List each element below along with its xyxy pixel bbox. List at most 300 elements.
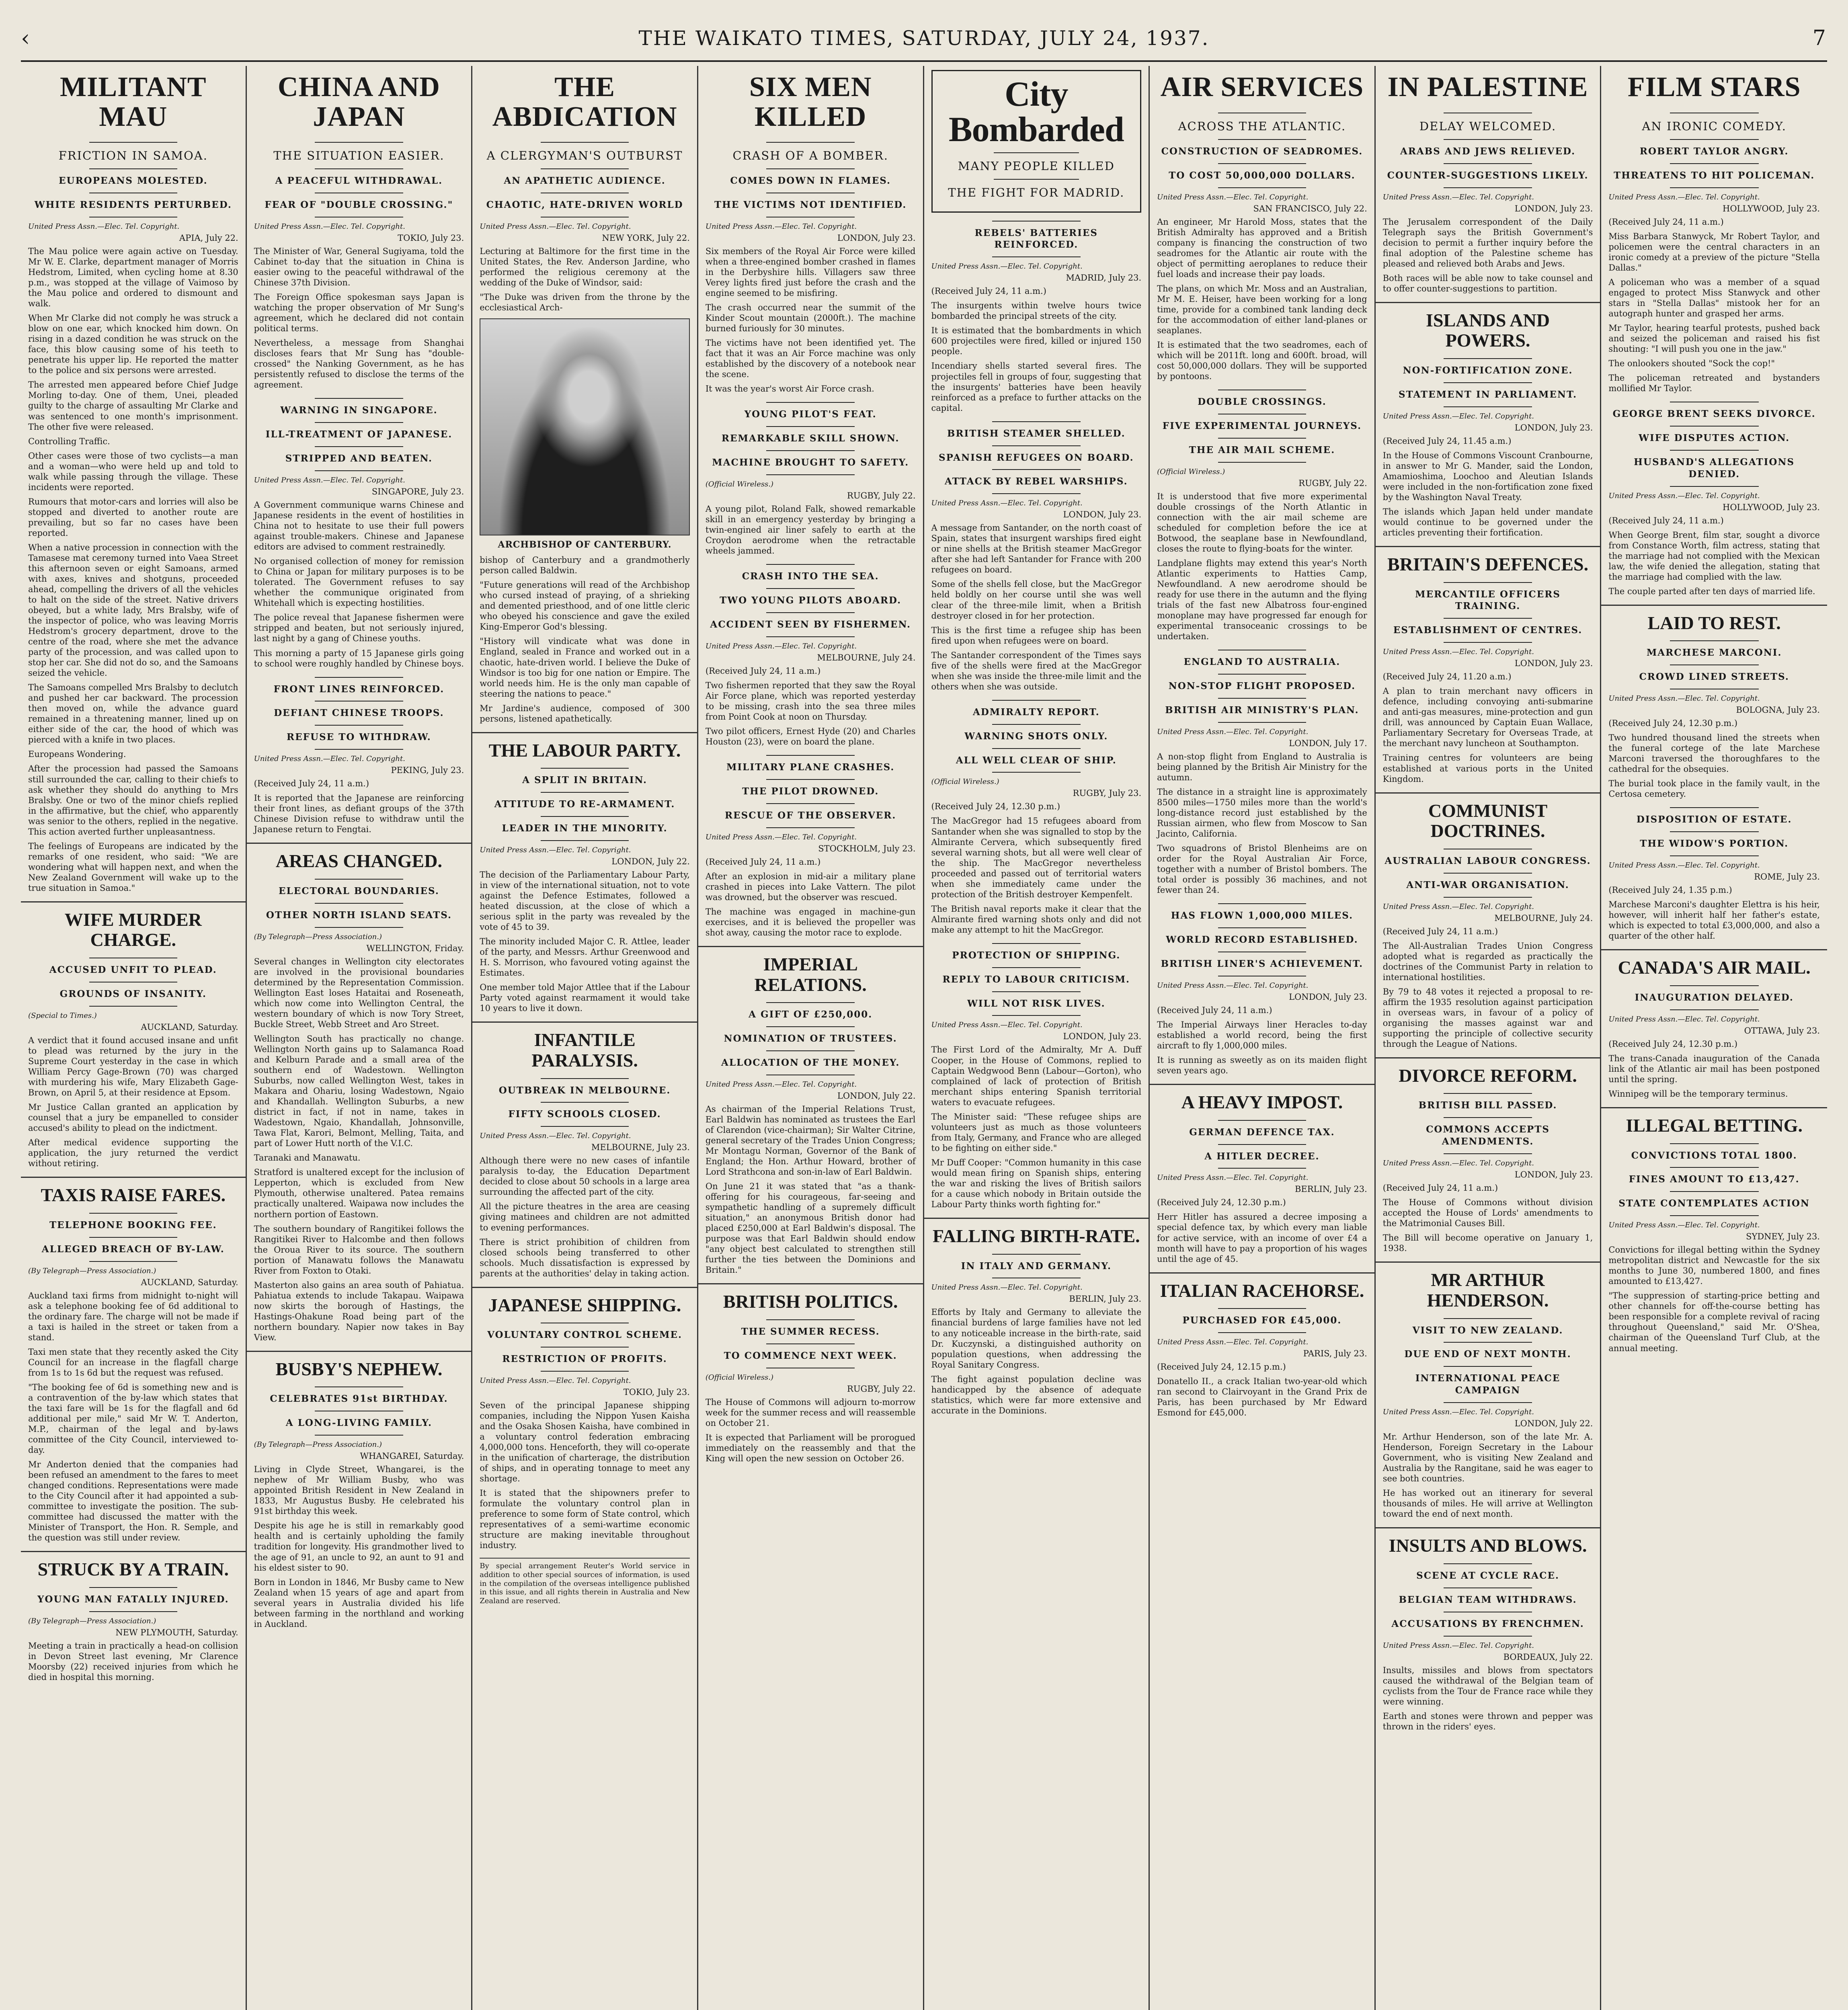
article-headline: INSULTS AND BLOWS. bbox=[1389, 1535, 1587, 1556]
article bbox=[1157, 1084, 1367, 1264]
separator-rule bbox=[766, 588, 855, 589]
separator-rule bbox=[315, 749, 403, 750]
separator-rule bbox=[992, 772, 1081, 773]
article bbox=[706, 755, 916, 938]
article-paragraph: Two pilot officers, Ernest Hyde (20) and Charles Houston (23), were on board the plane. bbox=[705, 726, 916, 747]
article-paragraph: Winnipeg will be the temporary terminus. bbox=[1608, 1089, 1788, 1099]
article-subheading: ARABS AND JEWS RELIEVED. bbox=[1400, 146, 1576, 157]
separator-rule bbox=[766, 1319, 855, 1320]
article-paragraph: (Received July 24, 11 a.m.) bbox=[1608, 515, 1724, 525]
article-paragraph: "The suppression of starting-price betting and other channels for off-the-course betting has been responsible for a complete revival of racing throughout Queensland," said Mr. O'Shea, chairman of the Queensland Turf Club, at the annual meeting. bbox=[1608, 1291, 1820, 1353]
article-subheading: TO COMMENCE NEXT WEEK. bbox=[724, 1350, 897, 1361]
separator-rule bbox=[1444, 187, 1532, 188]
article-paragraph: Mr Anderton denied that the companies had been refused an amendment to the fares to meet changed conditions. Representations were made to the City Council after it had appointed a sub-committee to investigate the position. The sub-committee had discussed the matter with the Minister of Transport, the Hon. R. Semple, and the question was still under review. bbox=[28, 1460, 238, 1543]
article-paragraph: Controlling Traffic. bbox=[28, 436, 110, 446]
separator-rule bbox=[992, 469, 1081, 470]
separator-rule bbox=[1218, 927, 1307, 928]
column-1 bbox=[21, 66, 247, 2010]
article-paragraph: Meeting a train in practically a head-on collision in Devon Street last evening, Mr Clarence Moorsby (22) received injuries from which he died in hospital this morning. bbox=[28, 1641, 238, 1682]
separator-rule bbox=[1218, 698, 1307, 699]
article-rule bbox=[21, 1551, 246, 1552]
article-deck: THE FIGHT FOR MADRID. bbox=[948, 186, 1125, 200]
article-rule bbox=[1601, 1107, 1827, 1108]
separator-rule bbox=[766, 474, 855, 475]
article bbox=[480, 72, 690, 724]
article-subheading: ESTABLISHMENT OF CENTRES. bbox=[1393, 625, 1583, 636]
article-byline: United Press Assn.—Elec. Tel. Copyright. bbox=[1157, 727, 1309, 736]
article bbox=[254, 398, 464, 669]
separator-rule bbox=[992, 991, 1081, 992]
article-byline: United Press Assn.—Elec. Tel. Copyright. bbox=[28, 222, 180, 231]
article-headline: ITALIAN RACEHORSE. bbox=[1160, 1280, 1364, 1301]
separator-rule bbox=[992, 1015, 1081, 1016]
article bbox=[1383, 302, 1593, 538]
article-subheading: OTHER NORTH ISLAND SEATS. bbox=[266, 909, 452, 921]
article-headline: City Bombarded bbox=[948, 75, 1124, 149]
article-paragraph: The Santander correspondent of the Times says five of the shells were fired at the MacGregor when she was inside the three-mile limit and the others when she was outside. bbox=[931, 650, 1142, 691]
article-subheading: ACCIDENT SEEN BY FISHERMEN. bbox=[710, 619, 911, 630]
article-byline: (By Telegraph—Press Association.) bbox=[254, 932, 382, 941]
separator-rule bbox=[315, 142, 403, 143]
article-paragraph: The islands which Japan held under mandate would continue to be governed under the articles preventing their fortification. bbox=[1382, 507, 1593, 537]
article-byline: (Official Wireless.) bbox=[705, 480, 774, 489]
article-byline: United Press Assn.—Elec. Tel. Copyright. bbox=[1608, 1015, 1760, 1023]
separator-rule bbox=[1670, 640, 1759, 641]
article-subheading: BRITISH BILL PASSED. bbox=[1418, 1100, 1557, 1111]
separator-rule bbox=[541, 840, 629, 841]
article-paragraph: After medical evidence supporting the application, the jury returned the verdict without retiring. bbox=[28, 1138, 238, 1169]
separator-rule bbox=[541, 816, 629, 817]
boxed-headline bbox=[931, 70, 1142, 213]
separator-rule bbox=[766, 612, 855, 613]
article-dateline: RUGBY, July 23. bbox=[1073, 788, 1142, 798]
article-paragraph: Mr Taylor, hearing tearful protests, pushed back and seized the policeman and raised his fist shouting: "I will push you one in the jaw." bbox=[1608, 323, 1820, 354]
article-dateline: MELBOURNE, July 24. bbox=[817, 652, 916, 662]
article-subheading: WARNING IN SINGAPORE. bbox=[280, 405, 438, 416]
article-subheading: A SPLIT IN BRITAIN. bbox=[522, 775, 648, 786]
separator-rule bbox=[315, 446, 403, 447]
article-headline: MILITANT MAU bbox=[60, 72, 207, 132]
article-rule bbox=[924, 1218, 1149, 1219]
article-byline: United Press Assn.—Elec. Tel. Copyright. bbox=[1608, 861, 1760, 870]
article-byline: United Press Assn.—Elec. Tel. Copyright. bbox=[705, 642, 857, 650]
article-paragraph: Mr Jardine's audience, composed of 300 persons, listened apathetically. bbox=[480, 703, 690, 724]
article-subheading: ALLEGED BREACH OF BY-LAW. bbox=[41, 1243, 225, 1255]
article-byline: United Press Assn.—Elec. Tel. Copyright. bbox=[254, 222, 405, 231]
article-headline: BUSBY'S NEPHEW. bbox=[275, 1358, 443, 1379]
article-paragraph: All the picture theatres in the area are ceasing giving matinees and children are not admitted to evening performances. bbox=[480, 1202, 690, 1233]
article-headline: BRITISH POLITICS. bbox=[723, 1291, 898, 1312]
article-paragraph: Training centres for volunteers are being established at various ports in the United Kingdom. bbox=[1382, 753, 1593, 784]
article-paragraph: (Received July 24, 11 a.m.) bbox=[705, 857, 821, 867]
article-subheading: VISIT TO NEW ZEALAND. bbox=[1412, 1325, 1563, 1336]
article-paragraph: It was the year's worst Air Force crash. bbox=[705, 384, 874, 394]
article bbox=[1608, 949, 1820, 1099]
article-subheading: DISPOSITION OF ESTATE. bbox=[1636, 814, 1792, 825]
separator-rule bbox=[1670, 450, 1759, 451]
article-rule bbox=[1150, 1272, 1374, 1274]
separator-rule bbox=[1218, 903, 1307, 904]
column-6 bbox=[1150, 66, 1376, 2010]
article-subheading: ACCUSED UNFIT TO PLEAD. bbox=[49, 964, 217, 976]
article-headline: WIFE MURDER CHARGE. bbox=[64, 909, 202, 950]
article-subheading: BRITISH LINER'S ACHIEVEMENT. bbox=[1161, 958, 1364, 969]
article-deck: ACROSS THE ATLANTIC. bbox=[1178, 119, 1346, 133]
separator-rule bbox=[1444, 897, 1532, 898]
separator-rule bbox=[1444, 406, 1532, 407]
article-byline: United Press Assn.—Elec. Tel. Copyright. bbox=[1608, 694, 1760, 703]
article-paragraph: It is stated that the shipowners prefer to formulate the voluntary control plan in preference to some form of State control, which representatives of a semi-wartime economic structure are making inevitable throughout industry. bbox=[480, 1488, 690, 1551]
article-paragraph: (Received July 24, 12.30 p.m.) bbox=[1608, 1039, 1738, 1049]
separator-rule bbox=[1444, 1093, 1532, 1094]
article-dateline: LONDON, July 23. bbox=[837, 233, 916, 243]
separator-rule bbox=[1444, 1366, 1532, 1367]
article-rule bbox=[1376, 1527, 1600, 1528]
article-subheading: COMMONS ACCEPTS AMENDMENTS. bbox=[1426, 1124, 1550, 1147]
article bbox=[706, 1283, 916, 1464]
article-paragraph: A verdict that it found accused insane and unfit to plead was returned by the jury in the Supreme Court yesterday in the case in which William Percy Gage-Brown (70) was charged with murdering his wife, Mary Elizabeth Gage-Brown, on April 5, at their residence at Epsom. bbox=[28, 1035, 238, 1097]
separator-rule bbox=[1218, 1120, 1307, 1121]
article-subheading: TO COST 50,000,000 DOLLARS. bbox=[1169, 170, 1356, 181]
article-subheading: MERCANTILE OFFICERS TRAINING. bbox=[1415, 589, 1561, 612]
separator-rule bbox=[1444, 163, 1532, 164]
article-subheading: WARNING SHOTS ONLY. bbox=[964, 730, 1108, 742]
article bbox=[931, 700, 1142, 935]
article-paragraph: Wellington South has practically no change. Wellington North gains up to Salamanca Road and Kelburn Parade and a small area of the southern end of Wadestown. Wellington Suburbs, now called Wellington West, takes in Makara and Ohariu, losing Wadestown, Ngaio and Khandallah. Wellington Suburbs, a new district in fact, if not in name, takes in Wadestown, Ngaio, Khandallah, Johnsonville, Tawa Flat, Karori, Belmont, Melling, Taita, and part of Lower Hutt north of the V.I.C. bbox=[254, 1034, 464, 1149]
article-paragraph: Efforts by Italy and Germany to alleviate the financial burdens of large families have not led to any noticeable increase in the birth-rate, said Dr. Kuczynski, a distinguished authority on population questions, when addressing the Royal Sanitary Congress. bbox=[931, 1307, 1142, 1370]
article-headline: SIX MEN KILLED bbox=[749, 72, 872, 132]
corner-mark: ‹ bbox=[21, 25, 31, 51]
article bbox=[1383, 1261, 1593, 1519]
article bbox=[28, 72, 238, 893]
separator-rule bbox=[89, 142, 178, 143]
article-subheading: WILL NOT RISK LIVES. bbox=[967, 998, 1106, 1009]
article-byline: (By Telegraph—Press Association.) bbox=[28, 1266, 156, 1275]
article bbox=[1608, 402, 1820, 597]
article-byline: United Press Assn.—Elec. Tel. Copyright. bbox=[1157, 1338, 1309, 1347]
article-byline: United Press Assn.—Elec. Tel. Copyright. bbox=[931, 499, 1083, 508]
article-paragraph: The House of Commons without division accepted the House of Lords' amendments to the Matrimonial Causes Bill. bbox=[1382, 1198, 1593, 1229]
article-deck: AN IRONIC COMEDY. bbox=[1642, 119, 1786, 133]
separator-rule bbox=[315, 879, 403, 880]
article-paragraph: "The booking fee of 6d is something new and is a contravention of the by-law which states that the taxi fare will be 1s for the flagfall and 6d additional per mile," said Mr W. T. Anderton, M.P., chairman of the legal and by-laws committee of the City Council, interviewed to-day. bbox=[28, 1382, 238, 1455]
article-headline: THE ABDICATION bbox=[492, 72, 677, 132]
article-paragraph: The decision of the Parliamentary Labour Party, in view of the international situation, not to vote against the Defence Estimates, followed a heated discussion, at the close of which a serious split in the party was revealed by the vote of 45 to 39. bbox=[480, 870, 690, 932]
article-headline: FILM STARS bbox=[1627, 72, 1801, 103]
article-paragraph: Mr Duff Cooper: "Common humanity in this case would mean firing on Spanish ships, entering the war and risking the lives of British sailors for a cause which nobody in Britain outside the Labour Party thinks worth fighting for." bbox=[931, 1157, 1142, 1209]
article-headline: FALLING BIRTH-RATE. bbox=[933, 1225, 1140, 1246]
article bbox=[1157, 390, 1367, 642]
article-subheading: WIFE DISPUTES ACTION. bbox=[1639, 432, 1790, 443]
article-paragraph: When George Brent, film star, sought a divorce from Constance Worth, film actress, stating that the marriage had not complied with the Mexican law, the wife denied the allegation, stating that the marriage had complied with the law. bbox=[1608, 530, 1820, 582]
article-subheading: FRONT LINES REINFORCED. bbox=[273, 683, 445, 695]
article-dateline: PEKING, July 23. bbox=[391, 765, 464, 775]
column-5 bbox=[924, 66, 1150, 2010]
article-headline: ILLEGAL BETTING. bbox=[1626, 1115, 1803, 1136]
article bbox=[1383, 546, 1593, 784]
article-paragraph: (Received July 24, 11 a.m.) bbox=[254, 779, 369, 789]
article-byline: United Press Assn.—Elec. Tel. Copyright. bbox=[254, 476, 405, 485]
article-dateline: WHANGAREI, Saturday. bbox=[360, 1451, 464, 1461]
article-subheading: MARCHESE MARCONI. bbox=[1646, 647, 1782, 658]
article-subheading: HUSBAND'S ALLEGATIONS DENIED. bbox=[1634, 456, 1795, 480]
article-subheading: PURCHASED FOR £45,000. bbox=[1182, 1315, 1342, 1326]
article-subheading: ROBERT TAYLOR ANGRY. bbox=[1639, 146, 1789, 157]
article-headline: AIR SERVICES bbox=[1160, 72, 1364, 103]
article-dateline: HOLLYWOOD, July 23. bbox=[1723, 502, 1820, 512]
separator-rule bbox=[1218, 1144, 1307, 1145]
article-headline: TAXIS RAISE FARES. bbox=[41, 1185, 226, 1206]
separator-rule bbox=[541, 1126, 629, 1127]
article-subheading: ALLOCATION OF THE MONEY. bbox=[721, 1057, 900, 1069]
article-dateline: HOLLYWOOD, July 23. bbox=[1723, 203, 1820, 213]
article-rule bbox=[472, 1021, 697, 1023]
article-headline: CANADA'S AIR MAIL. bbox=[1618, 957, 1811, 978]
article-rule bbox=[1376, 1057, 1600, 1058]
article-byline: United Press Assn.—Elec. Tel. Copyright. bbox=[480, 222, 631, 231]
article bbox=[1383, 1057, 1593, 1253]
article-paragraph: "Future generations will read of the Archbishop who cursed instead of praying, of a shrieking and demented priesthood, and of one little cleric who obeyed his conscience and gave the exiled King-Emperor God's blessing. bbox=[480, 580, 690, 632]
separator-rule bbox=[1670, 807, 1759, 808]
separator-rule bbox=[766, 1002, 855, 1003]
copyright-notice: By special arrangement Reuter's World service in addition to other special sources of information, is used in the compilation of the overseas intelligence published in this issue, and all rights therein in Australia and New Zealand are reserved. bbox=[480, 1558, 690, 1605]
article-subheading: OUTBREAK IN MELBOURNE. bbox=[498, 1085, 671, 1096]
article bbox=[1383, 1527, 1593, 1731]
separator-rule bbox=[89, 1587, 178, 1588]
article-subheading: SCENE AT CYCLE RACE. bbox=[1416, 1570, 1559, 1581]
separator-rule bbox=[1444, 1402, 1532, 1403]
separator-rule bbox=[89, 1611, 178, 1612]
article-byline: United Press Assn.—Elec. Tel. Copyright. bbox=[1608, 491, 1760, 500]
article-subheading: THE AIR MAIL SCHEME. bbox=[1189, 444, 1335, 455]
article-paragraph: The minority included Major C. R. Attlee, leader of the party, and Messrs. Arthur Greenwood and H. S. Morrison, who favoured voting against the Estimates. bbox=[480, 937, 690, 978]
article-byline: (Official Wireless.) bbox=[1157, 467, 1225, 476]
article-subheading: MACHINE BROUGHT TO SAFETY. bbox=[712, 457, 909, 468]
article-subheading: REFUSE TO WITHDRAW. bbox=[287, 732, 431, 743]
article-dateline: MELBOURNE, July 23. bbox=[591, 1142, 690, 1153]
article-subheading: FEAR OF "DOUBLE CROSSING." bbox=[265, 199, 453, 211]
article-subheading: CONVICTIONS TOTAL 1800. bbox=[1631, 1150, 1797, 1161]
article-byline: United Press Assn.—Elec. Tel. Copyright. bbox=[705, 222, 857, 231]
article-headline: COMMUNIST DOCTRINES. bbox=[1428, 800, 1548, 841]
article-rule bbox=[698, 946, 923, 947]
separator-rule bbox=[1444, 139, 1532, 140]
separator-rule bbox=[766, 803, 855, 804]
photo-caption: ARCHBISHOP OF CANTERBURY. bbox=[498, 539, 672, 550]
separator-rule bbox=[992, 421, 1081, 422]
article bbox=[254, 677, 464, 835]
article-subheading: DEFIANT CHINESE TROOPS. bbox=[274, 708, 444, 719]
article-paragraph: This is the first time a refugee ship has been fired upon when refugees were on board. bbox=[931, 625, 1142, 646]
separator-rule bbox=[994, 179, 1079, 180]
article-subheading: BRITISH AIR MINISTRY'S PLAN. bbox=[1165, 704, 1359, 716]
article bbox=[1608, 807, 1820, 941]
article-paragraph: A message from Santander, on the north coast of Spain, states that insurgent warships fired eight or nine shells at the British steamer MacGregor after she had left Santander for France with 200 refugees on board. bbox=[931, 523, 1142, 575]
separator-rule bbox=[1670, 486, 1759, 487]
article bbox=[706, 946, 916, 1275]
article-byline: United Press Assn.—Elec. Tel. Copyright. bbox=[480, 845, 631, 854]
article-subheading: STATEMENT IN PARLIAMENT. bbox=[1398, 389, 1577, 400]
article-paragraph: Although there were no new cases of infantile paralysis to-day, the Education Department decided to close about 50 schools in a large area surrounding the affected part of the city. bbox=[480, 1156, 690, 1197]
separator-rule bbox=[1670, 426, 1759, 427]
article-paragraph: The First Lord of the Admiralty, Mr A. Duff Cooper, in the House of Commons, replied to Captain Wedgwood Benn (Labour—Gorton), who complained of lack of protection of British merchant ships entering Spanish territorial waters to evacuate refugees. bbox=[931, 1045, 1142, 1107]
article-subheading: COMES DOWN IN FLAMES. bbox=[730, 175, 891, 187]
article-paragraph: He has worked out an itinerary for several thousands of miles. He will arrive at Wellington toward the end of next month. bbox=[1382, 1488, 1593, 1519]
article-byline: United Press Assn.—Elec. Tel. Copyright. bbox=[1157, 981, 1309, 990]
article-paragraph: Several changes in Wellington city electorates are involved in the provisional boundaries determined by the Representation Commission. Wellington East loses Hataitai and Roseneath, which now come into Wellington Central, the western boundary of which is now Tory Street, Buckle Street, Webb Street and Aro Street. bbox=[254, 956, 464, 1029]
article-byline: United Press Assn.—Elec. Tel. Copyright. bbox=[1382, 193, 1534, 201]
article-paragraph: (Received July 24, 11 a.m.) bbox=[1382, 1183, 1498, 1193]
article bbox=[254, 843, 464, 1342]
article-paragraph: The Minister of War, General Sugiyama, told the Cabinet to-day that the situation in China is easier owing to the peaceful withdrawal of the Chinese 37th Division. bbox=[254, 246, 464, 288]
article-subheading: MILITARY PLANE CRASHES. bbox=[726, 762, 895, 773]
separator-rule bbox=[1444, 1153, 1532, 1154]
article bbox=[1608, 605, 1820, 800]
article-byline: United Press Assn.—Elec. Tel. Copyright. bbox=[705, 1080, 857, 1089]
article-paragraph: The Mau police were again active on Tuesday. Mr W. E. Clarke, department manager of Morris Hedstrom, Limited, when cycling home at 8.30 p.m., was stopped at the village of Vaimoso by the Mau police and ordered to dismount and walk. bbox=[28, 246, 238, 309]
separator-rule bbox=[766, 636, 855, 637]
article-subheading: GEORGE BRENT SEEKS DIVORCE. bbox=[1612, 408, 1816, 419]
article-paragraph: Six members of the Royal Air Force were killed when a three-engined bomber crashed in flames in the Derbyshire hills. Villagers saw three Verey lights fired just before the crash and the engine seemed to be misfiring. bbox=[705, 246, 916, 298]
article-subheading: VOLUNTARY CONTROL SCHEME. bbox=[487, 1329, 683, 1341]
separator-rule bbox=[1444, 642, 1532, 643]
article-rule bbox=[1376, 792, 1600, 794]
article-paragraph: When Mr Clarke did not comply he was struck a blow on one ear, which knocked him down. On rising in a dazed condition he was struck on the face, this blow causing some of his teeth to penetrate his upper lip. He reported the matter to the police and six persons were arrested. bbox=[28, 313, 238, 375]
separator-rule bbox=[766, 564, 855, 565]
article-paragraph: It is estimated that the two seadromes, each of which will be 2011ft. long and 600ft. broad, will cost 50,000,000 dollars. They will be supported by pontoons. bbox=[1157, 340, 1367, 381]
separator-rule bbox=[992, 967, 1081, 968]
article bbox=[480, 1021, 690, 1278]
article-dateline: SYDNEY, July 23. bbox=[1746, 1232, 1820, 1242]
article-dateline: NEW PLYMOUTH, Saturday. bbox=[115, 1627, 238, 1637]
article-paragraph: The Imperial Airways liner Heracles to-day established a world record, being the first aircraft to fly 1,000,000 miles. bbox=[1157, 1019, 1367, 1050]
article-byline: United Press Assn.—Elec. Tel. Copyright. bbox=[1382, 412, 1534, 420]
article bbox=[706, 72, 916, 394]
separator-rule bbox=[992, 256, 1081, 257]
article-paragraph: The feelings of Europeans are indicated by the remarks of one resident, who said: "We are wondering what will happen next, and when the New Zealand Government will wake up to the true situation in Samoa." bbox=[28, 841, 238, 893]
article-rule bbox=[21, 901, 246, 902]
article-byline: (By Telegraph—Press Association.) bbox=[254, 1440, 382, 1449]
article-paragraph: Landplane flights may extend this year's North Atlantic experiments to Hatties Camp, Newfoundland. A new aerodrome should be ready for use there in the autumn and the flying trials of the fast new Albatross four-engined monoplane may have progressed far enough for experimental transoceanic crossings to be undertaken. bbox=[1157, 558, 1367, 642]
article-paragraph: "The Duke was driven from the throne by the ecclesiastical Arch- bbox=[480, 292, 690, 313]
article-paragraph: The trans-Canada inauguration of the Canada link of the Atlantic air mail has been postponed until the spring. bbox=[1608, 1053, 1820, 1084]
article-subheading: RESTRICTION OF PROFITS. bbox=[502, 1354, 667, 1365]
separator-rule bbox=[541, 1347, 629, 1348]
masthead bbox=[21, 16, 1827, 62]
article-paragraph: The police reveal that Japanese fishermen were stripped and beaten, but not seriously injured, last night by a gang of Chinese youths. bbox=[254, 613, 464, 644]
article-rule bbox=[1150, 1084, 1374, 1085]
article bbox=[1157, 650, 1367, 895]
article-paragraph: (Received July 24, 11 a.m.) bbox=[931, 286, 1046, 296]
article-paragraph: Incendiary shells started several fires. The projectiles fell in groups of four, suggesting that the insurgents' batteries have been heavily reinforced as a preface to further attacks on the capital. bbox=[931, 361, 1142, 413]
article-subheading: IN ITALY AND GERMANY. bbox=[961, 1260, 1112, 1272]
article-paragraph: The machine was engaged in machine-gun exercises, and it is believed the propeller was shot away, causing the motor race to explode. bbox=[705, 907, 916, 938]
article-paragraph: Convictions for illegal betting within the Sydney metropolitan district and Newcastle for the six months to June 30, numbered 1800, and fines amounted to £13,427. bbox=[1608, 1245, 1820, 1286]
article-paragraph: Lecturing at Baltimore for the first time in the United States, the Rev. Anderson Jardine, who performed the religious ceremony at the wedding of the Duke of Windsor, said: bbox=[480, 246, 690, 288]
article-dateline: RUGBY, July 22. bbox=[847, 1384, 916, 1394]
separator-rule bbox=[541, 142, 629, 143]
article-subheading: YOUNG MAN FATALLY INJURED. bbox=[37, 1594, 229, 1605]
article-paragraph: The distance in a straight line is approximately 8500 miles—1750 miles more than the world's long-distance record just established by the Russian airmen, who flew from Moscow to San Jacinto, California. bbox=[1157, 787, 1367, 839]
separator-rule bbox=[992, 221, 1081, 222]
article-paragraph: Miss Barbara Stanwyck, Mr Robert Taylor, and policemen were the central characters in an ironic comedy at a preview of the picture "Stella Dallas." bbox=[1608, 231, 1820, 273]
article-paragraph: (Received July 24, 11 a.m.) bbox=[1157, 1005, 1272, 1015]
article-paragraph: Despite his age he is still in remarkably good health and is certainly upholding the family tradition for longevity. His grandmother lived to the age of 91, an uncle to 92, an aunt to 91 and his eldest sister to 90. bbox=[254, 1521, 464, 1573]
separator-rule bbox=[315, 398, 403, 399]
separator-rule bbox=[315, 927, 403, 928]
column-7 bbox=[1376, 66, 1602, 2010]
article-headline: LAID TO REST. bbox=[1647, 612, 1781, 633]
separator-rule bbox=[1444, 1117, 1532, 1118]
article-paragraph: Living in Clyde Street, Whangarei, is the nephew of Mr William Busby, who was appointed British Resident in New Zealand in 1833, Mr Augustus Busby. He celebrated his 91st birthday this week. bbox=[254, 1464, 464, 1516]
separator-rule bbox=[541, 168, 629, 169]
article-headline: A HEAVY IMPOST. bbox=[1181, 1092, 1343, 1113]
article bbox=[1157, 1272, 1367, 1418]
article-byline: (Official Wireless.) bbox=[931, 777, 999, 786]
article-headline: IN PALESTINE bbox=[1387, 72, 1588, 103]
article-subheading: THE VICTIMS NOT IDENTIFIED. bbox=[714, 199, 907, 211]
separator-rule bbox=[766, 1026, 855, 1027]
article-subheading: FIVE EXPERIMENTAL JOURNEYS. bbox=[1162, 420, 1362, 431]
article-paragraph: Stratford is unaltered except for the inclusion of Lepperton, which is excluded from New Plymouth, otherwise unaltered. Patea remains practically unaltered. Waipawa now includes the northern portion of Eastown. bbox=[254, 1167, 464, 1219]
article-byline: United Press Assn.—Elec. Tel. Copyright. bbox=[931, 1021, 1083, 1030]
article-deck: MANY PEOPLE KILLED bbox=[958, 159, 1115, 173]
article-byline: (By Telegraph—Press Association.) bbox=[28, 1616, 156, 1625]
article-paragraph: Nevertheless, a message from Shanghai discloses fears that Mr Sung has "double-crossed" the Nanking Government, as he has persistently refused to disclose the terms of the agreement. bbox=[254, 338, 464, 390]
separator-rule bbox=[766, 142, 855, 143]
separator-rule bbox=[1670, 139, 1759, 140]
article-byline: United Press Assn.—Elec. Tel. Copyright. bbox=[1157, 1173, 1309, 1182]
article-byline: United Press Assn.—Elec. Tel. Copyright. bbox=[931, 262, 1083, 271]
article-dateline: NEW YORK, July 22. bbox=[602, 233, 690, 243]
article-subheading: HAS FLOWN 1,000,000 MILES. bbox=[1171, 910, 1354, 921]
article-rule bbox=[1376, 302, 1600, 303]
article-dateline: LONDON, July 22. bbox=[837, 1091, 916, 1101]
article-rule bbox=[247, 843, 472, 844]
article-headline: AREAS CHANGED. bbox=[275, 851, 442, 872]
article-paragraph: Taxi men state that they recently asked the City Council for an increase in the flagfall charge from 1s to 1s 6d but the request was refused. bbox=[28, 1347, 238, 1378]
article-subheading: FINES AMOUNT TO £13,427. bbox=[1629, 1174, 1800, 1185]
separator-rule bbox=[1444, 1587, 1532, 1588]
article-subheading: CHAOTIC, HATE-DRIVEN WORLD bbox=[486, 199, 683, 211]
article-paragraph: By 79 to 48 votes it rejected a proposal to re-affirm the 1935 resolution against participation in overseas wars, in favour of a policy of organising the masses against war and supporting the principle of collective security through the League of Nations. bbox=[1382, 987, 1593, 1049]
article-rule bbox=[247, 1351, 472, 1352]
column-8 bbox=[1601, 66, 1827, 2010]
article-dateline: SAN FRANCISCO, July 22. bbox=[1253, 203, 1367, 213]
article-headline: DIVORCE REFORM. bbox=[1399, 1065, 1577, 1086]
article-paragraph: Donatello II., a crack Italian two-year-old which ran second to Clairvoyant in the Grand Prix de Paris, has been purchased by Mr Edward Esmond for £45,000. bbox=[1157, 1376, 1367, 1418]
article-byline: United Press Assn.—Elec. Tel. Copyright. bbox=[1157, 193, 1309, 201]
article-subheading: NOMINATION OF TRUSTEES. bbox=[724, 1033, 897, 1044]
separator-rule bbox=[766, 426, 855, 427]
article-subheading: BELGIAN TEAM WITHDRAWS. bbox=[1399, 1594, 1577, 1605]
article-paragraph: The Jerusalem correspondent of the Daily Telegraph says the British Government's decision to permit a further inquiry before the final adoption of the Palestine scheme has pleased and relieved both Arabs and Jews. bbox=[1382, 217, 1593, 269]
article-byline: United Press Assn.—Elec. Tel. Copyright. bbox=[1608, 193, 1760, 201]
article-subheading: FIFTY SCHOOLS CLOSED. bbox=[508, 1109, 661, 1120]
separator-rule bbox=[1218, 139, 1307, 140]
separator-rule bbox=[1670, 831, 1759, 832]
article-byline: United Press Assn.—Elec. Tel. Copyright. bbox=[1382, 1159, 1534, 1168]
article-paragraph: A Government communique warns Chinese and Japanese residents in the event of hostilities in China not to hesitate to use their full powers against trouble-makers. Chinese and Japanese editors are advised to comment restrainedly. bbox=[254, 500, 464, 552]
article-paragraph: (Received July 24, 12.30 p.m.) bbox=[1608, 718, 1738, 728]
article-byline: United Press Assn.—Elec. Tel. Copyright. bbox=[480, 1376, 631, 1385]
article-byline: United Press Assn.—Elec. Tel. Copyright. bbox=[1382, 1641, 1534, 1650]
article-paragraph: Mr Justice Callan granted an application by counsel that a jury be empanelled to consider accused's ability to plead on the indictment. bbox=[28, 1102, 238, 1133]
separator-rule bbox=[766, 755, 855, 756]
article-paragraph: Two fishermen reported that they saw the Royal Air Force plane, which was reported yesterday to be missing, crash into the sea three miles from Point Cook at noon on Thursday. bbox=[705, 680, 916, 722]
article-paragraph: One member told Major Attlee that if the Labour Party voted against rearmament it would take 10 years to live it down. bbox=[480, 982, 690, 1013]
separator-rule bbox=[1670, 187, 1759, 188]
